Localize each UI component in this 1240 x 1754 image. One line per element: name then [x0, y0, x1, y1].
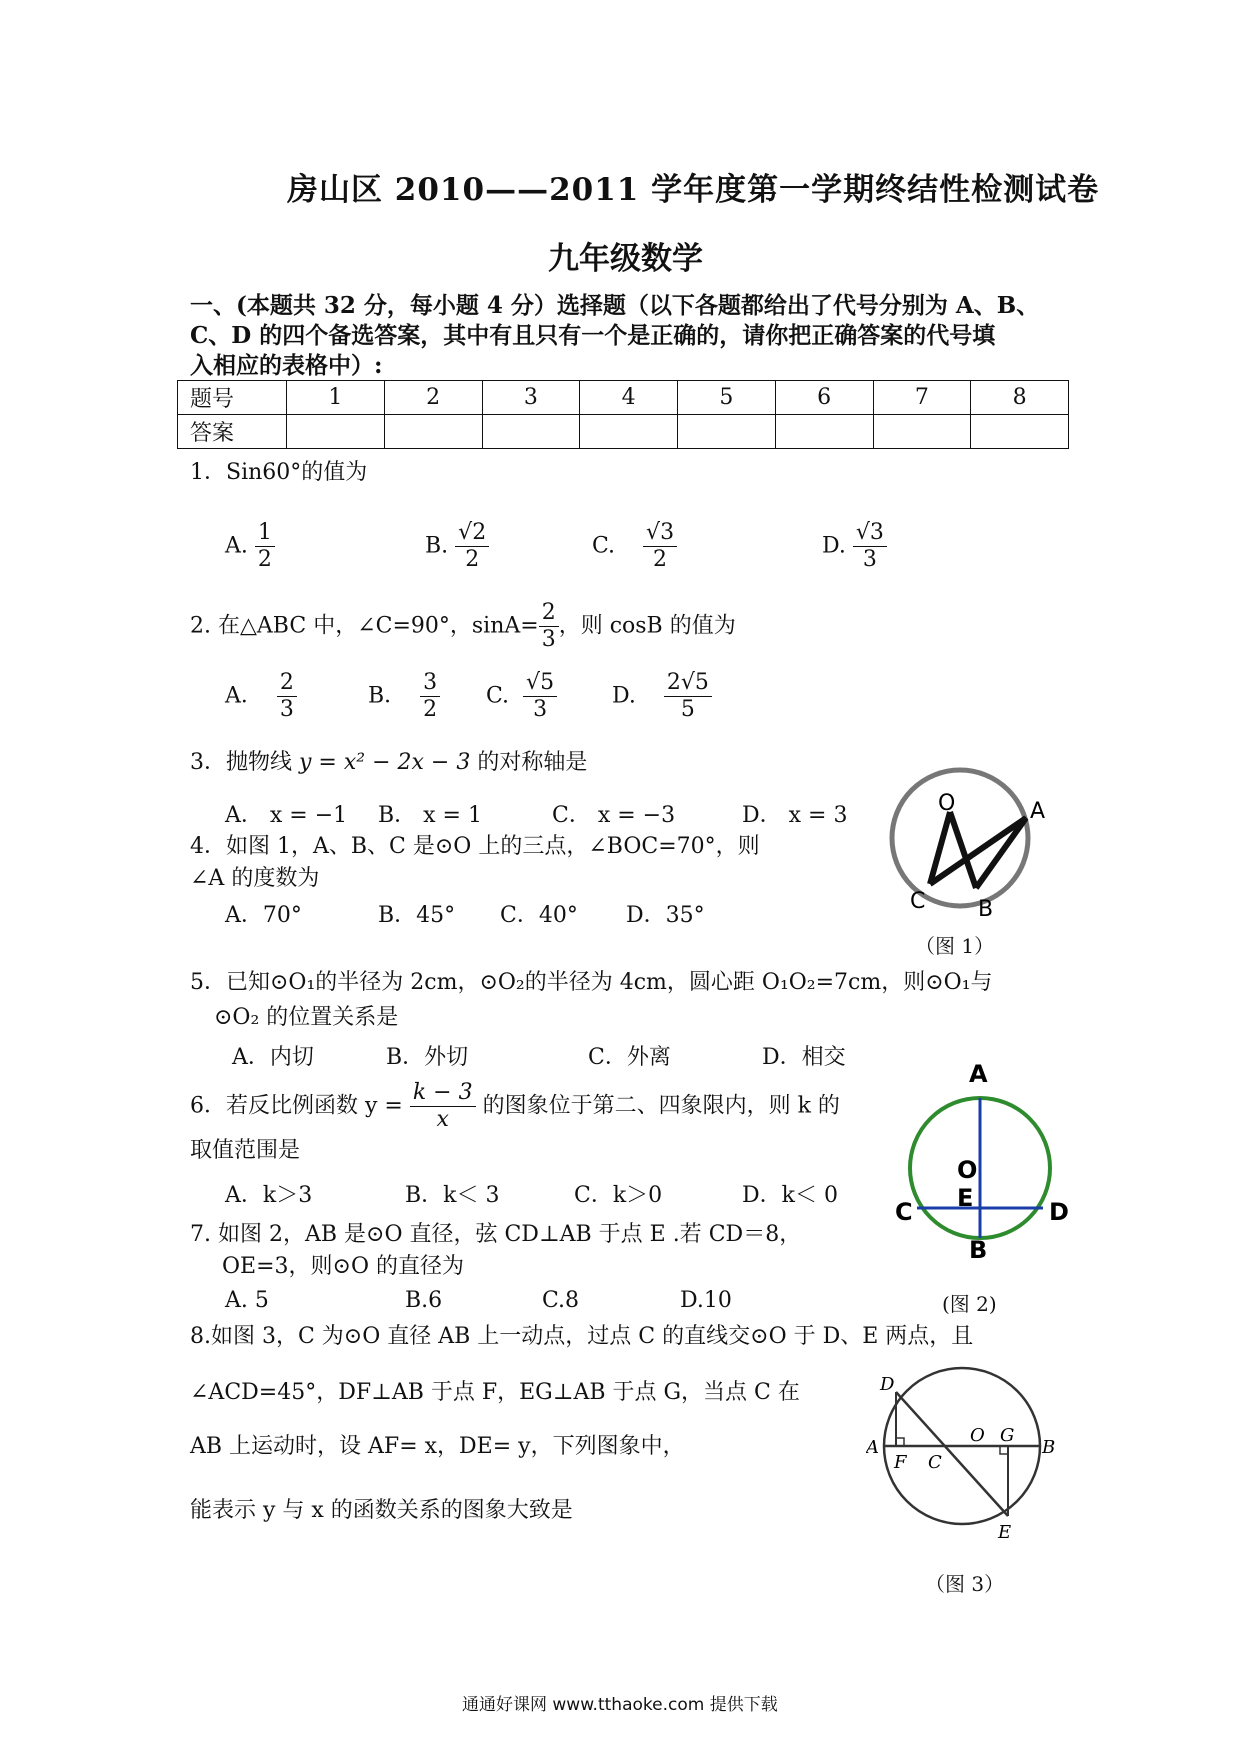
- numerator: 2: [539, 600, 559, 627]
- q6-stem-pre: 6．若反比例函数 y =: [190, 1093, 403, 1119]
- table-number-cell: 1: [287, 381, 385, 415]
- fraction: [277, 670, 297, 723]
- fraction: [664, 670, 712, 723]
- option-label: B.: [425, 533, 449, 559]
- q4-option-d: D．35°: [626, 903, 705, 928]
- q3-stem-pre: 3．抛物线: [190, 750, 299, 775]
- figure-1-diagram: [880, 760, 1060, 920]
- label-b: B: [978, 897, 994, 920]
- exam-subtitle: 九年级数学: [548, 241, 703, 277]
- option-label: A.: [225, 533, 248, 559]
- q5-line1: 5．已知⊙O₁的半径为 2cm，⊙O₂的半径为 4cm，圆心距 O₁O₂=7cm，则⊙O₁与: [190, 970, 993, 995]
- q2-option-c: [486, 670, 557, 723]
- q3-option-b: B． x = 1: [378, 803, 482, 828]
- label-d: D: [1049, 1198, 1069, 1226]
- exam-title: 房山区 2010——2011 学年度第一学期终结性检测试卷: [287, 172, 1100, 208]
- q2-stem-pre: 2. 在△ABC 中，∠C=90°，sinA=: [190, 613, 539, 639]
- answer-cell[interactable]: [482, 415, 580, 449]
- table-number-cell: 8: [971, 381, 1069, 415]
- q6-stem-post: 的图象位于第二、四象限内，则 k 的: [482, 1093, 840, 1119]
- sqrt-icon: √: [680, 670, 695, 695]
- radicand: 5: [694, 670, 709, 695]
- q5-option-c: C．外离: [588, 1045, 671, 1070]
- option-label: A．: [225, 683, 263, 709]
- radicand: 3: [869, 520, 884, 545]
- numerator: [664, 670, 712, 697]
- sqrt-icon: √: [855, 520, 870, 545]
- answer-table-header-row: [178, 381, 1069, 415]
- label-c: C: [928, 1452, 942, 1473]
- answer-table-answer-row: [178, 415, 1069, 449]
- label-a: A: [1030, 799, 1046, 824]
- answer-cell[interactable]: [287, 415, 385, 449]
- radicand: 2: [472, 520, 487, 545]
- segment-ob: [950, 812, 976, 888]
- q4-line1: 4．如图 1，A、B、C 是⊙O 上的三点，∠BOC=70°，则: [190, 834, 760, 859]
- figure-2-caption: (图 2): [942, 1292, 997, 1316]
- label-o: O: [938, 791, 956, 816]
- table-label-number: 题号: [178, 381, 287, 415]
- denominator: 2: [257, 547, 272, 572]
- q7-option-c: C.8: [542, 1288, 580, 1313]
- table-label-answer: 答案: [178, 415, 287, 449]
- q2-option-b: [368, 670, 440, 723]
- option-label: C.: [592, 533, 616, 559]
- sqrt-icon: √: [458, 520, 473, 545]
- radicand: 5: [540, 670, 555, 695]
- line-de: [896, 1392, 1008, 1516]
- table-number-cell: 2: [384, 381, 482, 415]
- fraction: [853, 520, 887, 573]
- table-number-cell: 3: [482, 381, 580, 415]
- label-g: G: [1000, 1425, 1015, 1446]
- section1-line3: 入相应的表格中）:: [190, 352, 383, 379]
- denominator: 3: [541, 627, 556, 652]
- denominator: 3: [279, 697, 294, 722]
- fraction: [523, 670, 557, 723]
- numerator: k − 3: [410, 1080, 476, 1107]
- label-f: F: [894, 1452, 907, 1473]
- numerator: [523, 670, 557, 697]
- numerator: [853, 520, 887, 547]
- q8-line4: 能表示 y 与 x 的函数关系的图象大致是: [190, 1498, 573, 1523]
- sqrt-icon: √: [646, 520, 661, 545]
- table-number-cell: 5: [678, 381, 776, 415]
- q7-option-d: D.10: [680, 1288, 732, 1313]
- answer-cell[interactable]: [775, 415, 873, 449]
- answer-cell[interactable]: [971, 415, 1069, 449]
- label-o: O: [970, 1425, 985, 1446]
- q6-option-a: A．k＞3: [225, 1183, 313, 1208]
- answer-cell[interactable]: [580, 415, 678, 449]
- figure-3-caption: （图 3）: [925, 1572, 1005, 1596]
- label-b: B: [1042, 1437, 1056, 1458]
- answer-cell[interactable]: [678, 415, 776, 449]
- section1-line2: C、D 的四个备选答案，其中有且只有一个是正确的，请你把正确答案的代号填: [190, 322, 996, 349]
- q5-option-b: B．外切: [386, 1045, 469, 1070]
- q2-option-a: [225, 670, 297, 723]
- q7-line1: 7. 如图 2，AB 是⊙O 直径，弦 CD⊥AB 于点 E .若 CD＝8，: [190, 1222, 802, 1247]
- denominator: 2: [653, 547, 668, 572]
- radicand: 3: [660, 520, 675, 545]
- answer-cell[interactable]: [873, 415, 971, 449]
- denominator: 2: [423, 697, 438, 722]
- figure-2-diagram: [895, 1060, 1075, 1260]
- q6-stem: [190, 1080, 840, 1133]
- q8-line1: 8.如图 3，C 为⊙O 直径 AB 上一动点，过点 C 的直线交⊙O 于 D、E 两点，且: [190, 1324, 974, 1349]
- figure-1-caption: （图 1）: [915, 934, 995, 958]
- label-b: B: [969, 1236, 988, 1260]
- q3-option-a: A． x = −1: [225, 803, 348, 828]
- label-c: C: [910, 889, 926, 914]
- q2-option-d: [612, 670, 712, 723]
- label-o: O: [957, 1156, 978, 1184]
- q4-option-c: C．40°: [500, 903, 578, 928]
- label-e: E: [998, 1522, 1012, 1542]
- q7-line2: OE=3，则⊙O 的直径为: [222, 1254, 464, 1279]
- q1-option-d: [822, 520, 887, 573]
- option-label: D.: [612, 683, 636, 709]
- fraction: [255, 520, 275, 573]
- q2-stem-post: ，则 cosB 的值为: [558, 613, 736, 639]
- q4-option-a: A．70°: [225, 903, 302, 928]
- denominator: x: [436, 1107, 449, 1132]
- q5-option-d: D．相交: [762, 1045, 846, 1070]
- q5-option-a: A．内切: [232, 1045, 314, 1070]
- label-d: D: [880, 1374, 895, 1395]
- fraction: [420, 670, 440, 723]
- q3-option-c: C． x = −3: [552, 803, 676, 828]
- q7-option-b: B.6: [405, 1288, 443, 1313]
- section1-line1: 一、(本题共 32 分，每小题 4 分）选择题（以下各题都给出了代号分别为 A、B、: [190, 292, 1040, 319]
- numerator: 2: [277, 670, 297, 697]
- denominator: 3: [533, 697, 548, 722]
- q4-line2: ∠A 的度数为: [190, 866, 320, 891]
- q1-option-c: [592, 520, 677, 573]
- q5-line2: ⊙O₂ 的位置关系是: [214, 1005, 399, 1030]
- q3-stem-post: 的对称轴是: [470, 750, 588, 775]
- sqrt-icon: √: [526, 670, 541, 695]
- answer-table: [177, 380, 1069, 449]
- fraction: [455, 520, 489, 573]
- q1-option-a: [225, 520, 275, 573]
- option-label: B．: [368, 683, 407, 709]
- option-label: C.: [486, 683, 510, 709]
- q3-stem: [190, 748, 587, 778]
- table-number-cell: 6: [775, 381, 873, 415]
- q8-line3: AB 上运动时，设 AF= x，DE= y，下列图象中，: [190, 1434, 685, 1459]
- table-number-cell: 4: [580, 381, 678, 415]
- label-e: E: [957, 1184, 974, 1212]
- figure-3-diagram: [866, 1366, 1056, 1542]
- label-c: C: [895, 1198, 913, 1226]
- denominator: 3: [862, 547, 877, 572]
- q6-option-b: B．k＜ 3: [405, 1183, 500, 1208]
- q6-option-d: D．k＜ 0: [742, 1183, 838, 1208]
- numerator: [643, 520, 677, 547]
- denominator: 2: [465, 547, 480, 572]
- q1-stem: 1．Sin60°的值为: [190, 460, 368, 485]
- fraction: [410, 1080, 476, 1133]
- denominator: 5: [680, 697, 695, 722]
- numerator: 1: [255, 520, 275, 547]
- option-label: D.: [822, 533, 846, 559]
- numerator: 3: [420, 670, 440, 697]
- footer-text: 通通好课网 www.tthaoke.com 提供下载: [462, 1695, 778, 1715]
- table-number-cell: 7: [873, 381, 971, 415]
- q3-formula: y = x² − 2x − 3: [299, 750, 471, 775]
- numerator: [455, 520, 489, 547]
- q6-line2: 取值范围是: [190, 1138, 301, 1163]
- q8-line2: ∠ACD=45°，DF⊥AB 于点 F，EG⊥AB 于点 G，当点 C 在: [190, 1380, 800, 1405]
- label-a: A: [866, 1437, 879, 1458]
- label-a: A: [969, 1060, 988, 1088]
- q2-stem: [190, 600, 736, 653]
- q6-option-c: C．k＞0: [574, 1183, 663, 1208]
- answer-cell[interactable]: [384, 415, 482, 449]
- q1-option-b: [425, 520, 489, 573]
- q3-option-d: D． x = 3: [742, 803, 848, 828]
- fraction: [643, 520, 677, 573]
- fraction: [539, 600, 559, 653]
- coefficient: 2: [666, 670, 681, 695]
- q7-option-a: A. 5: [225, 1288, 269, 1313]
- q4-option-b: B．45°: [378, 903, 456, 928]
